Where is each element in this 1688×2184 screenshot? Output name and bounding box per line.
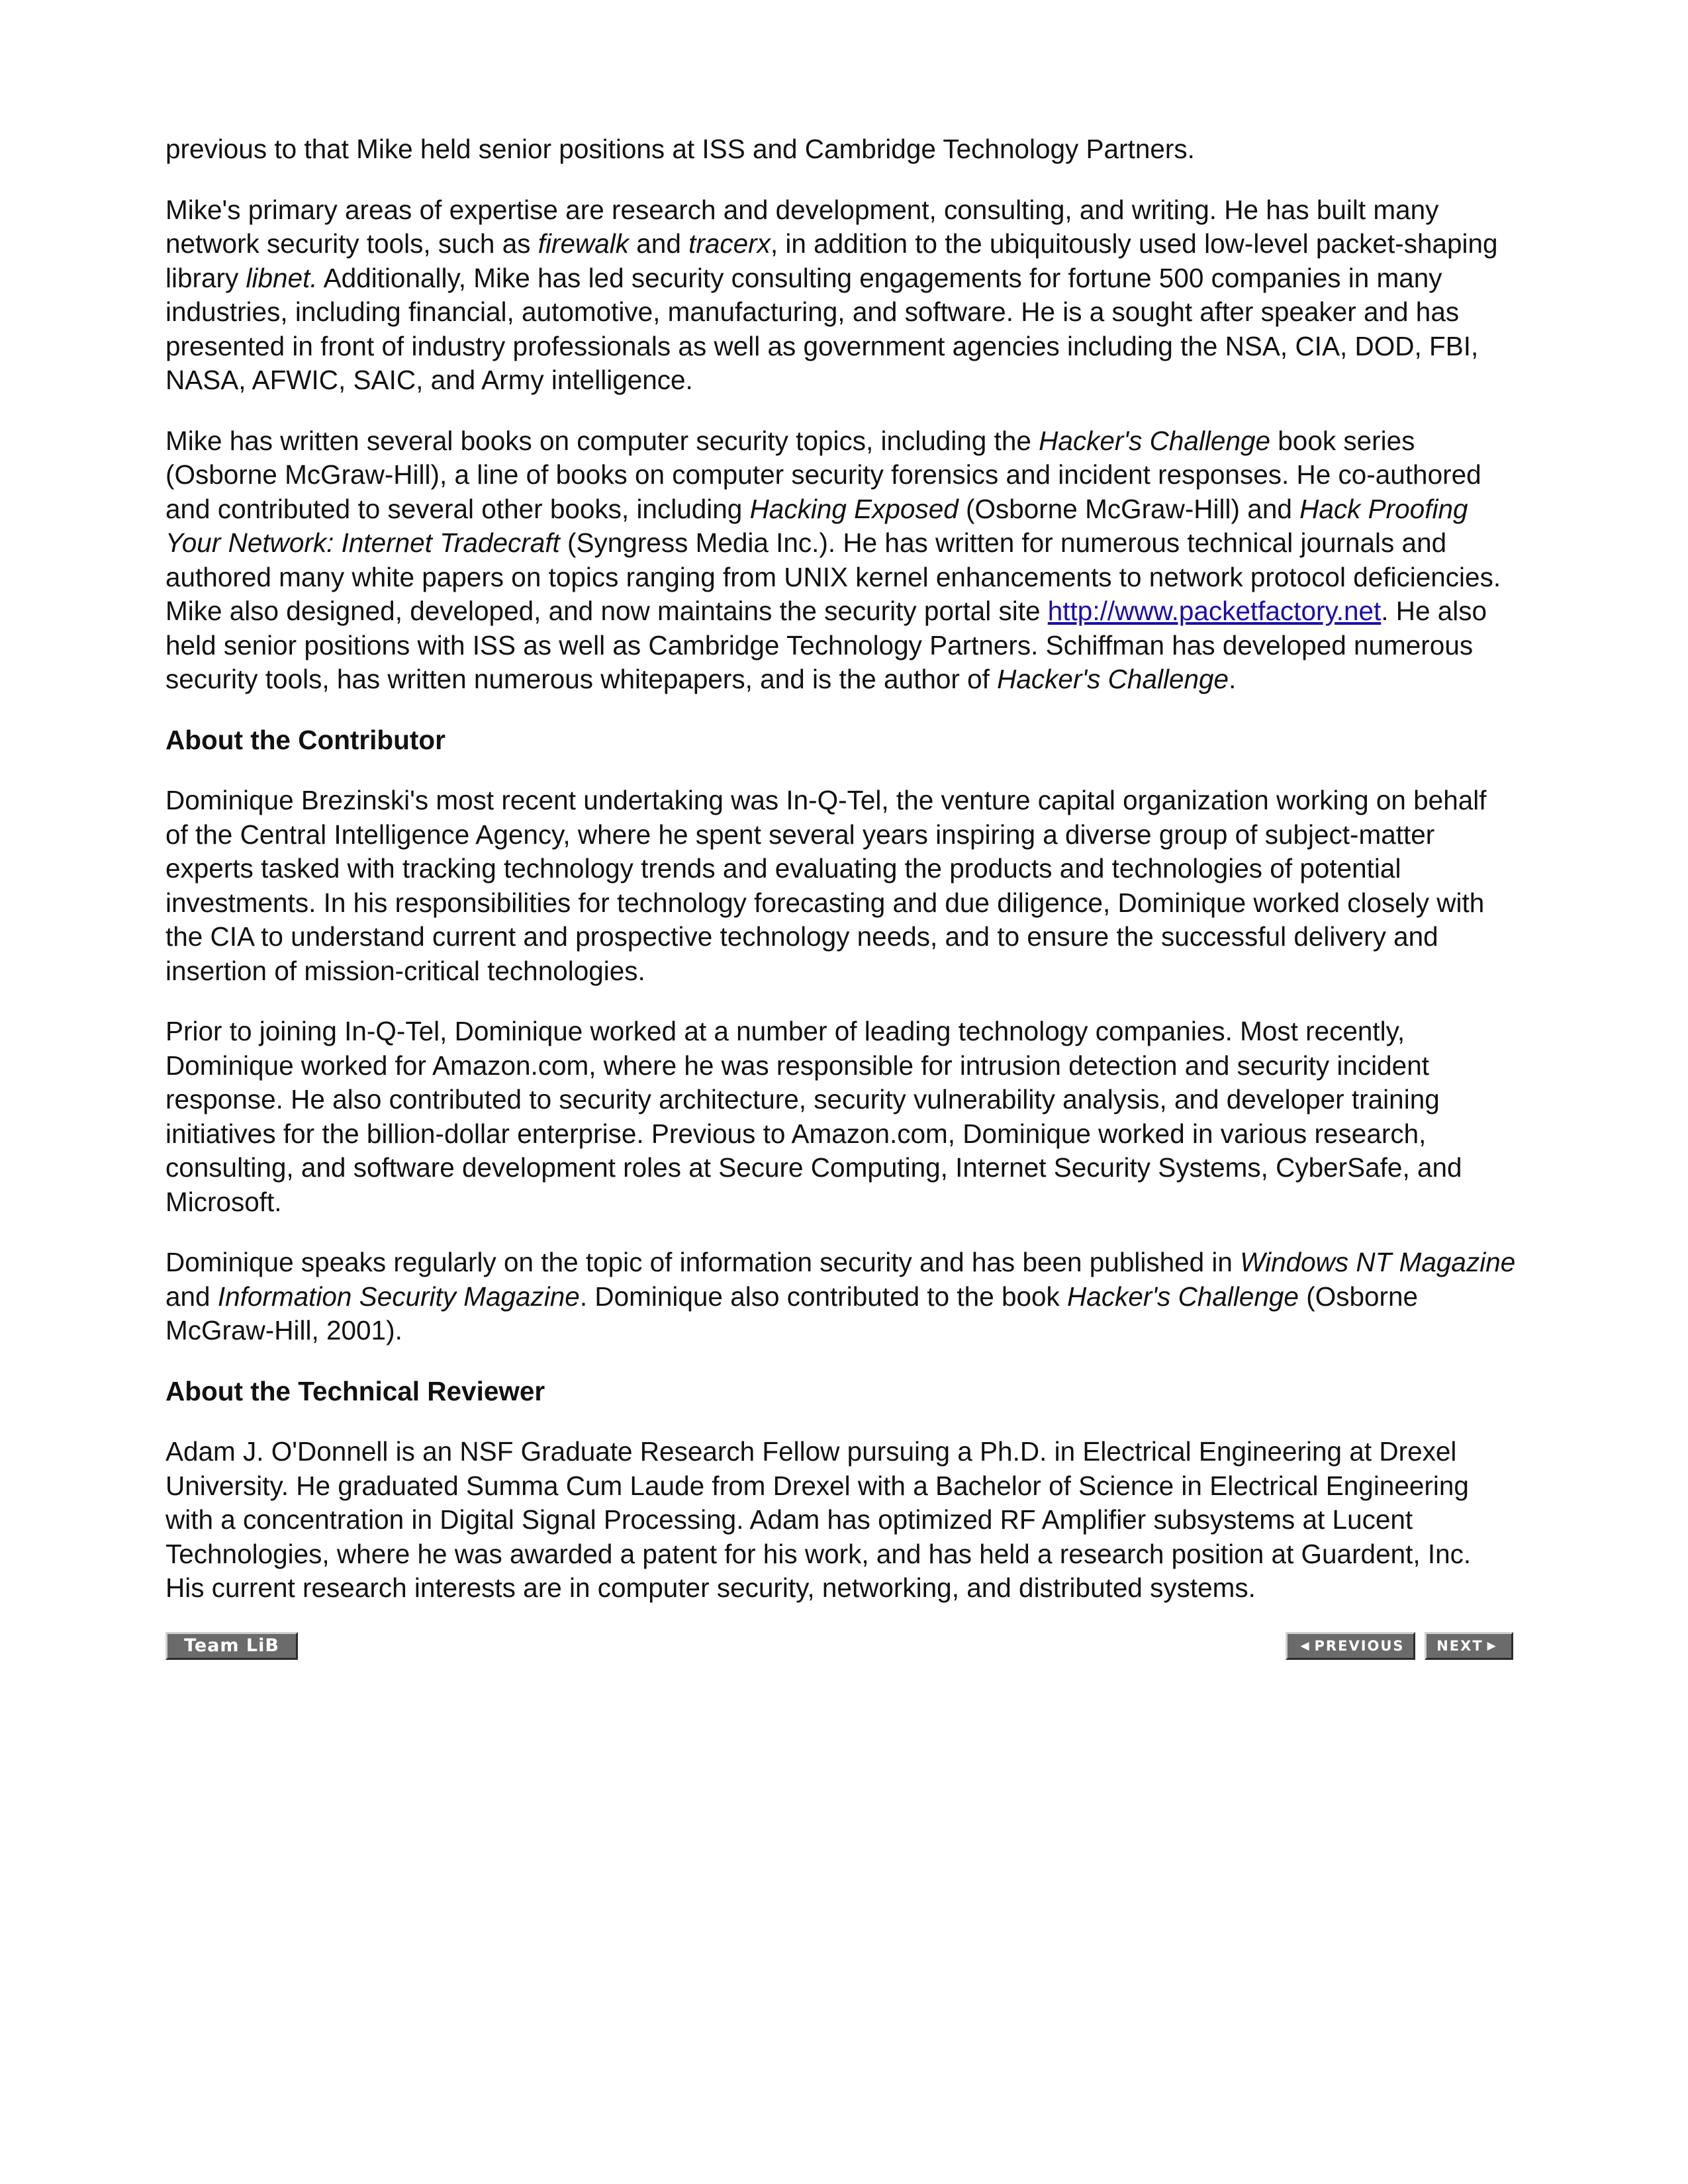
arrow-right-icon: ▶ — [1487, 1639, 1497, 1653]
paragraph-brezinski-career: Prior to joining In-Q-Tel, Dominique worked at a number of leading technology companies. Most recently, Dominique worked for Amazon.com, where he was responsible for intrusion detection and security incident response. He also contributed to security architecture, security vulnerability analysis, and developer training initiatives for the billion-dollar enterprise. Previous to Amazon.com, Dominique worked in various research, consulting, and software development roles at Secure Computing, Internet Security Systems, CyberSafe, and Microsoft. — [165, 1016, 1462, 1217]
italic-firewalk: firewalk — [538, 228, 630, 259]
paragraph-brezinski-speaking — [165, 1246, 1516, 1348]
text-run: book series (Osborne McGraw-Hill), a line of books on computer security forensics and incident responses. He co-authored and contributed to several other books, including — [165, 425, 1481, 524]
packetfactory-link[interactable]: http://www.packetfactory.net — [1047, 596, 1382, 626]
italic-hackers-challenge: Hacker's Challenge — [1067, 1281, 1299, 1312]
italic-windows-nt-magazine: Windows NT Magazine — [1240, 1247, 1516, 1277]
italic-tracerx: tracerx — [688, 228, 771, 259]
paragraph-brezinski-inqtel: Dominique Brezinski's most recent undertaking was In-Q-Tel, the venture capital organization working on behalf of the Central Intelligence Agency, where he spent several years inspiring a diverse group of subject-matter experts tasked with tracking technology trends and evaluating the products and technologies of potential investments. In his responsibilities for technology forecasting and due diligence, Dominique worked closely with the CIA to understand current and prospective technology needs, and to ensure the successful delivery and insertion of mission-critical technologies. — [165, 785, 1487, 986]
team-lib-button[interactable]: Team LiB — [165, 1632, 298, 1660]
next-label: NEXT — [1436, 1637, 1483, 1654]
italic-libnet: libnet. — [246, 262, 318, 293]
heading-about-reviewer: About the Technical Reviewer — [165, 1375, 545, 1406]
text-run: (Syngress Media Inc.). He has written for numerous technical journals and authored many white papers on topics ranging from UNIX kernel enhancements to network protocol deficiencies. Mike also designed, developed, and now maintains the security portal site — [165, 527, 1501, 626]
heading-about-contributor: About the Contributor — [165, 724, 445, 755]
navigation-bar — [165, 1632, 1516, 1662]
paragraph-odonnell-bio: Adam J. O'Donnell is an NSF Graduate Research Fellow pursuing a Ph.D. in Electrical Engineering at Drexel University. He graduated Summa Cum Laude from Drexel with a Bachelor of Science in Electrical Engineering with a concentration in Digital Signal Processing. Adam has optimized RF Amplifier subsystems at Lucent Technologies, where he was awarded a patent for his work, and has held a research position at Guardent, Inc. His current research interests are in computer security, networking, and distributed systems. — [165, 1436, 1472, 1603]
previous-button[interactable] — [1286, 1632, 1415, 1660]
text-run: . Dominique also contributed to the book — [579, 1281, 1068, 1312]
paragraph-schiffman-intro: previous to that Mike held senior positions at ISS and Cambridge Technology Partners. — [165, 134, 1195, 164]
text-run: . He also held senior positions with ISS as well as Cambridge Technology Partners. Schiffman has developed numerous security tools, has written numerous whitepapers, and is the author of — [165, 596, 1487, 694]
italic-infosec-magazine: Information Security Magazine — [217, 1281, 580, 1312]
text-run: , in addition to the ubiquitously used low-level packet-shaping library — [165, 228, 1498, 293]
paragraph-schiffman-expertise — [165, 193, 1516, 398]
text-run: Dominique speaks regularly on the topic of information security and has been published in — [165, 1247, 1241, 1277]
previous-label: PREVIOUS — [1314, 1637, 1405, 1654]
italic-hackers-challenge: Hacker's Challenge — [1039, 425, 1271, 456]
italic-hackers-challenge: Hacker's Challenge — [997, 664, 1229, 694]
italic-hack-proofing: Hack Proofing Your Network: Internet Tradecraft — [165, 493, 1468, 558]
text-run: Additionally, Mike has led security consulting engagements for fortune 500 companies in many industries, including financial, automotive, manufacturing, and software. He is a sought after speaker and has presented in front of industry professionals as well as government agencies including the NSA, CIA, DOD, FBI, NASA, AFWIC, SAIC, and Army intelligence. — [165, 262, 1479, 395]
arrow-left-icon: ◀ — [1300, 1639, 1311, 1653]
text-run: Mike has written several books on computer security topics, including the — [165, 425, 1039, 456]
next-button[interactable] — [1425, 1632, 1513, 1660]
paragraph-schiffman-books — [165, 424, 1516, 697]
document-page — [165, 132, 1516, 1662]
text-run: and — [629, 228, 689, 259]
text-run: . — [1229, 664, 1237, 694]
text-run: and — [165, 1281, 218, 1312]
text-run: (Osborne McGraw-Hill, 2001). — [165, 1281, 1419, 1345]
text-run: (Osborne McGraw-Hill) and — [958, 493, 1300, 524]
text-run: Mike's primary areas of expertise are research and development, consulting, and writing. He has built many network security tools, such as — [165, 194, 1439, 259]
italic-hacking-exposed: Hacking Exposed — [749, 493, 959, 524]
